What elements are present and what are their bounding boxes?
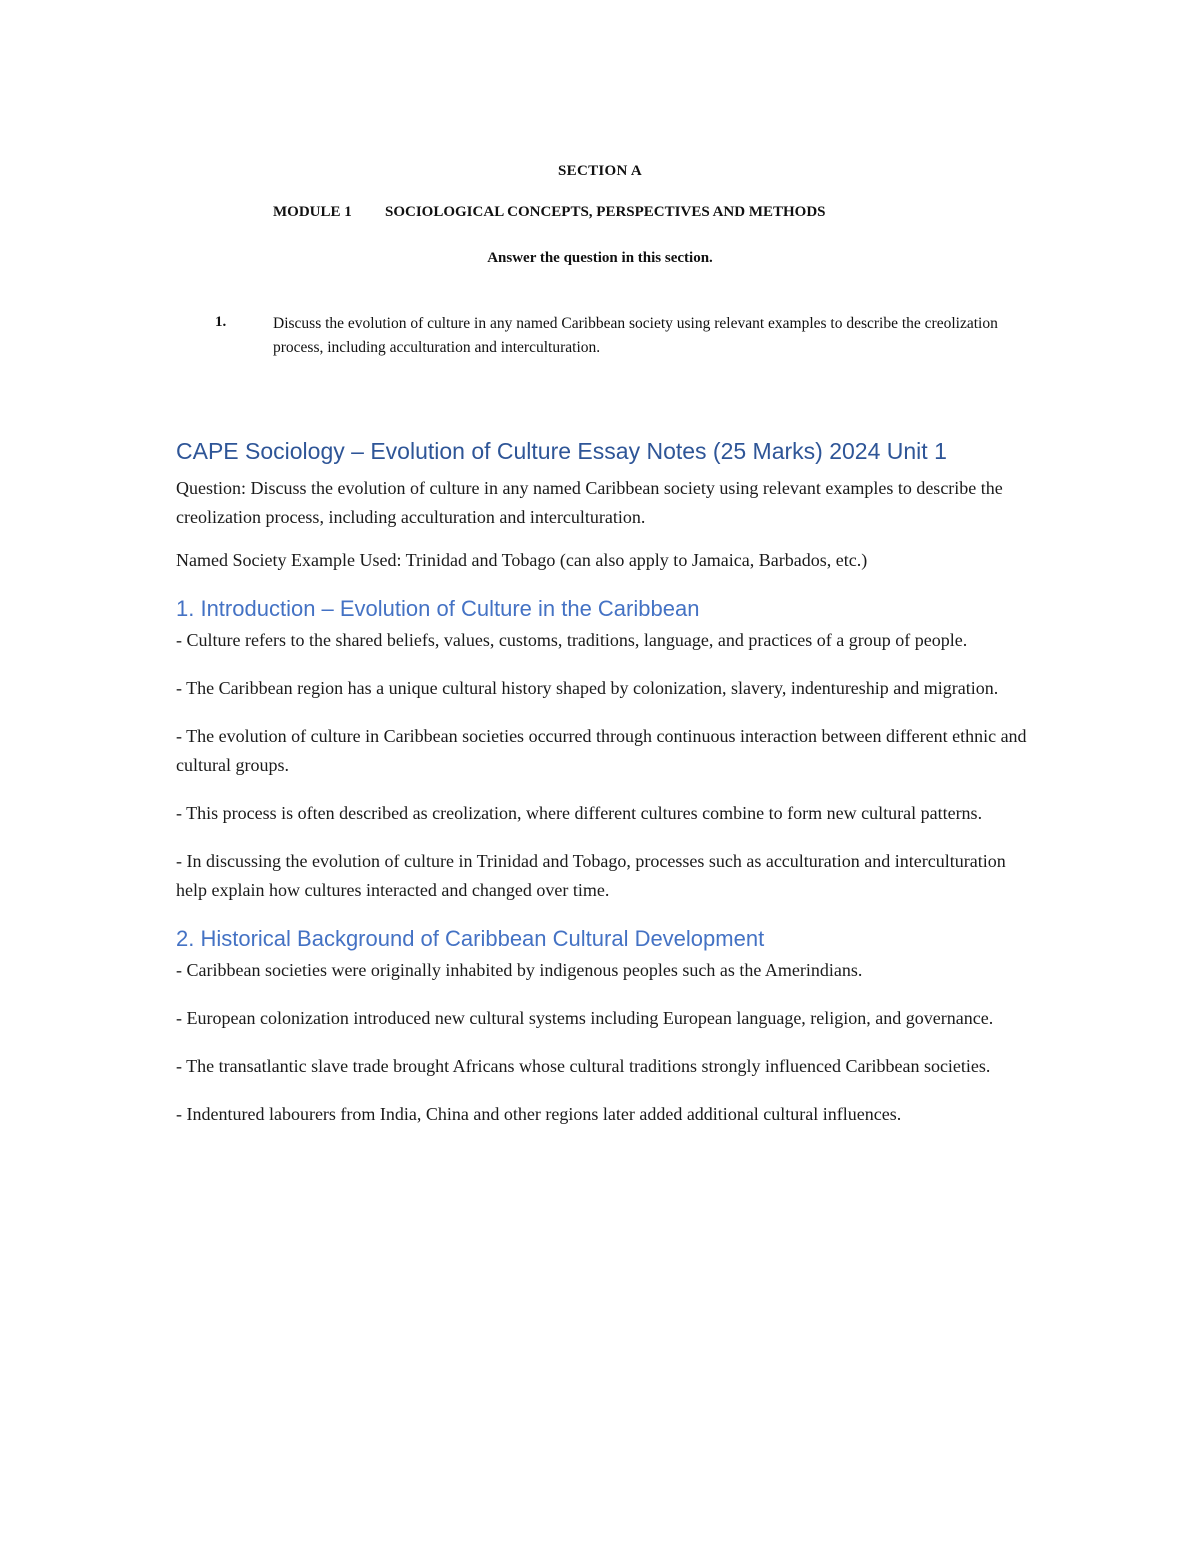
list-item: - In discussing the evolution of culture in Trinidad and Tobago, processes such as acculturation and interculturation help explain how cultures interacted and changed over time. [176,851,1006,900]
essay-notes [176,434,1036,1148]
list-item: - Indentured labourers from India, China and other regions later added additional cultural influences. [176,1104,902,1124]
module-heading [273,204,826,221]
list-item: - Culture refers to the shared beliefs, values, customs, traditions, language, and practices of a group of people. [176,630,968,650]
answer-instruction: Answer the question in this section. [487,250,713,266]
notes-question: Question: Discuss the evolution of culture in any named Caribbean society using relevant examples to describe the creolization process, including acculturation and interculturation. [176,478,1003,527]
list-item: - The transatlantic slave trade brought Africans whose cultural traditions strongly influenced Caribbean societies. [176,1056,991,1076]
module-number: MODULE 1 [273,204,352,220]
list-item: - Caribbean societies were originally inhabited by indigenous peoples such as the Amerindians. [176,960,863,980]
exam-question-text: Discuss the evolution of culture in any named Caribbean society using relevant examples to describe the creolization process, including acculturation and interculturation. [273,315,998,356]
notes-title: CAPE Sociology – Evolution of Culture Essay Notes (25 Marks) 2024 Unit 1 [176,438,947,464]
list-item: - The Caribbean region has a unique cultural history shaped by colonization, slavery, indentureship and migration. [176,678,999,698]
question-number: 1. [215,314,227,330]
list-item: - This process is often described as creolization, where different cultures combine to form new cultural patterns. [176,803,983,823]
named-society: Named Society Example Used: Trinidad and Tobago (can also apply to Jamaica, Barbados, etc.) [176,550,868,570]
section-heading-historical-background: 2. Historical Background of Caribbean Cultural Development [176,926,765,951]
list-item: - European colonization introduced new cultural systems including European language, religion, and governance. [176,1008,994,1028]
section-heading: SECTION A [558,163,642,179]
module-title: SOCIOLOGICAL CONCEPTS, PERSPECTIVES AND METHODS [385,204,826,220]
list-item: - The evolution of culture in Caribbean societies occurred through continuous interaction between different ethnic and cultural groups. [176,726,1027,775]
section-heading-introduction: 1. Introduction – Evolution of Culture in the Caribbean [176,596,700,621]
